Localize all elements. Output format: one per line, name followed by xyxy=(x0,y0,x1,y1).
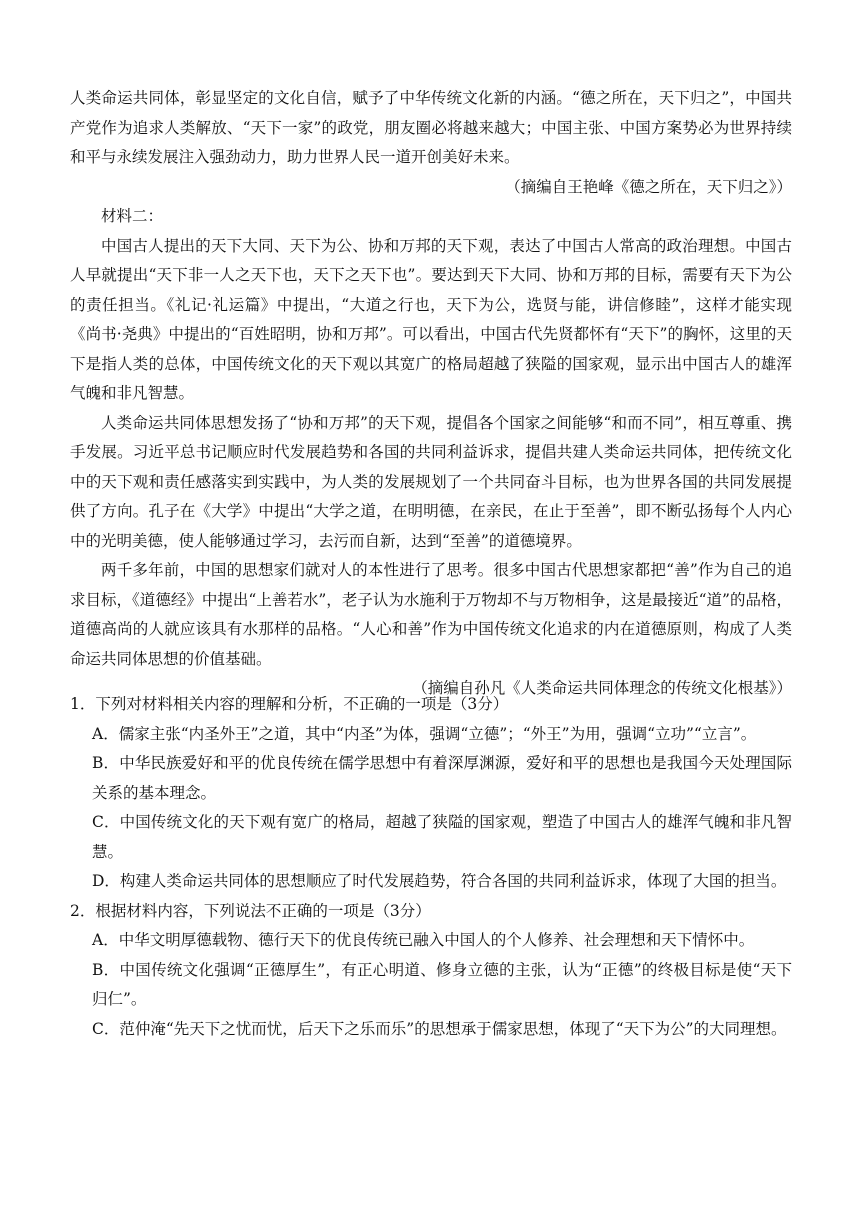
question-1-option-d: D．构建人类命运共同体的思想顺应了时代发展趋势，符合各国的共同利益诉求，体现了大国的担当。 xyxy=(92,872,787,890)
question-2 xyxy=(70,897,792,1045)
material-one-section xyxy=(70,84,792,173)
material-two-section xyxy=(70,202,792,704)
question-1-option-c: C．中国传统文化的天下观有宽广的格局，超越了狭隘的国家观，塑造了中国古人的雄浑气魄和非凡智慧。 xyxy=(92,813,792,861)
question-2-option-b: B．中国传统文化强调“正德厚生”，有正心明道、修身立德的主张，认为“正德”的终极目标是使“天下归仁”。 xyxy=(92,960,792,1008)
question-2-option-c: C．范仲淹“先天下之忧而忧，后天下之乐而乐”的思想承于儒家思想，体现了“天下为公”的大同理想。 xyxy=(92,1019,787,1038)
material-one-source-block xyxy=(70,173,792,203)
material-two-paragraph-2: 人类命运共同体思想发扬了“协和万邦”的天下观，提倡各个国家之间能够“和而不同”，相互尊重、携手发展。习近平总书记顺应时代发展趋势和各国的共同利益诉求，提倡共建人类命运共同体，把传统文化中的天下观和责任感落实到实践中，为人类的发展规划了一个共同奋斗目标，也为世界各国的共同发展提供了方向。孔子在《大学》中提出“大学之道，在明明德，在亲民，在止于至善”，即不断弘扬每个人内心中的光明美德，使人能够通过学习，去污而自新，达到“至善”的道德境界。 xyxy=(70,413,792,550)
questions-section xyxy=(70,690,792,1044)
material-two-label: 材料二： xyxy=(101,207,164,225)
question-1-option-a: A．儒家主张“内圣外王”之道，其中“内圣”为体，强调“立德”；“外王”为用，强调“立功”“立言”。 xyxy=(92,724,757,743)
material-one-source: （摘编自王艳峰《德之所在，天下归之》） xyxy=(505,178,792,196)
material-two-paragraph-3: 两千多年前，中国的思想家们就对人的本性进行了思考。很多中国古代思想家都把“善”作为自己的追求目标，《道德经》中提出“上善若水”，老子认为水施利于万物却不与万物相争，这是最接近“道”的品格，道德高尚的人就应该具有水那样的品格。“人心和善”作为中国传统文化追求的内在道德原则，构成了人类命运共同体思想的价值基础。 xyxy=(70,561,792,668)
material-one-tail-paragraph: 人类命运共同体，彰显坚定的文化自信，赋予了中华传统文化新的内涵。“德之所在，天下归之”，中国共产党作为追求人类解放、“天下一家”的政党，朋友圈必将越来越大；中国主张、中国方案势必为世界持续和平与永续发展注入强劲动力，助力世界人民一道开创美好未来。 xyxy=(70,89,792,166)
material-two-paragraph-1: 中国古人提出的天下大同、天下为公、协和万邦的天下观，表达了中国古人常高的政治理想。中国古人早就提出“天下非一人之天下也，天下之天下也”。要达到天下大同、协和万邦的目标，需要有天下为公的责任担当。《礼记·礼运篇》中提出，“大道之行也，天下为公，选贤与能，讲信修睦”，这样才能实现《尚书·尧典》中提出的“百姓昭明，协和万邦”。可以看出，中国古代先贤都怀有“天下”的胸怀，这里的天下是指人类的总体，中国传统文化的天下观以其宽广的格局超越了狭隘的国家观，显示出中国古人的雄浑气魄和非凡智慧。 xyxy=(70,236,792,402)
question-1-stem: 1．下列对材料相关内容的理解和分析，不正确的一项是（3分） xyxy=(70,695,509,713)
question-1 xyxy=(70,690,792,897)
material-two-source: （摘编自孙凡《人类命运共同体理念的传统文化根基》） xyxy=(412,679,792,697)
question-1-option-b: B．中华民族爱好和平的优良传统在儒学思想中有着深厚渊源，爱好和平的思想也是我国今天处理国际关系的基本理念。 xyxy=(92,754,792,802)
question-2-stem: 2．根据材料内容，下列说法不正确的一项是（3分） xyxy=(70,901,431,920)
question-2-option-a: A．中华文明厚德载物、德行天下的优良传统已融入中国人的个人修养、社会理想和天下情怀中。 xyxy=(92,931,755,949)
